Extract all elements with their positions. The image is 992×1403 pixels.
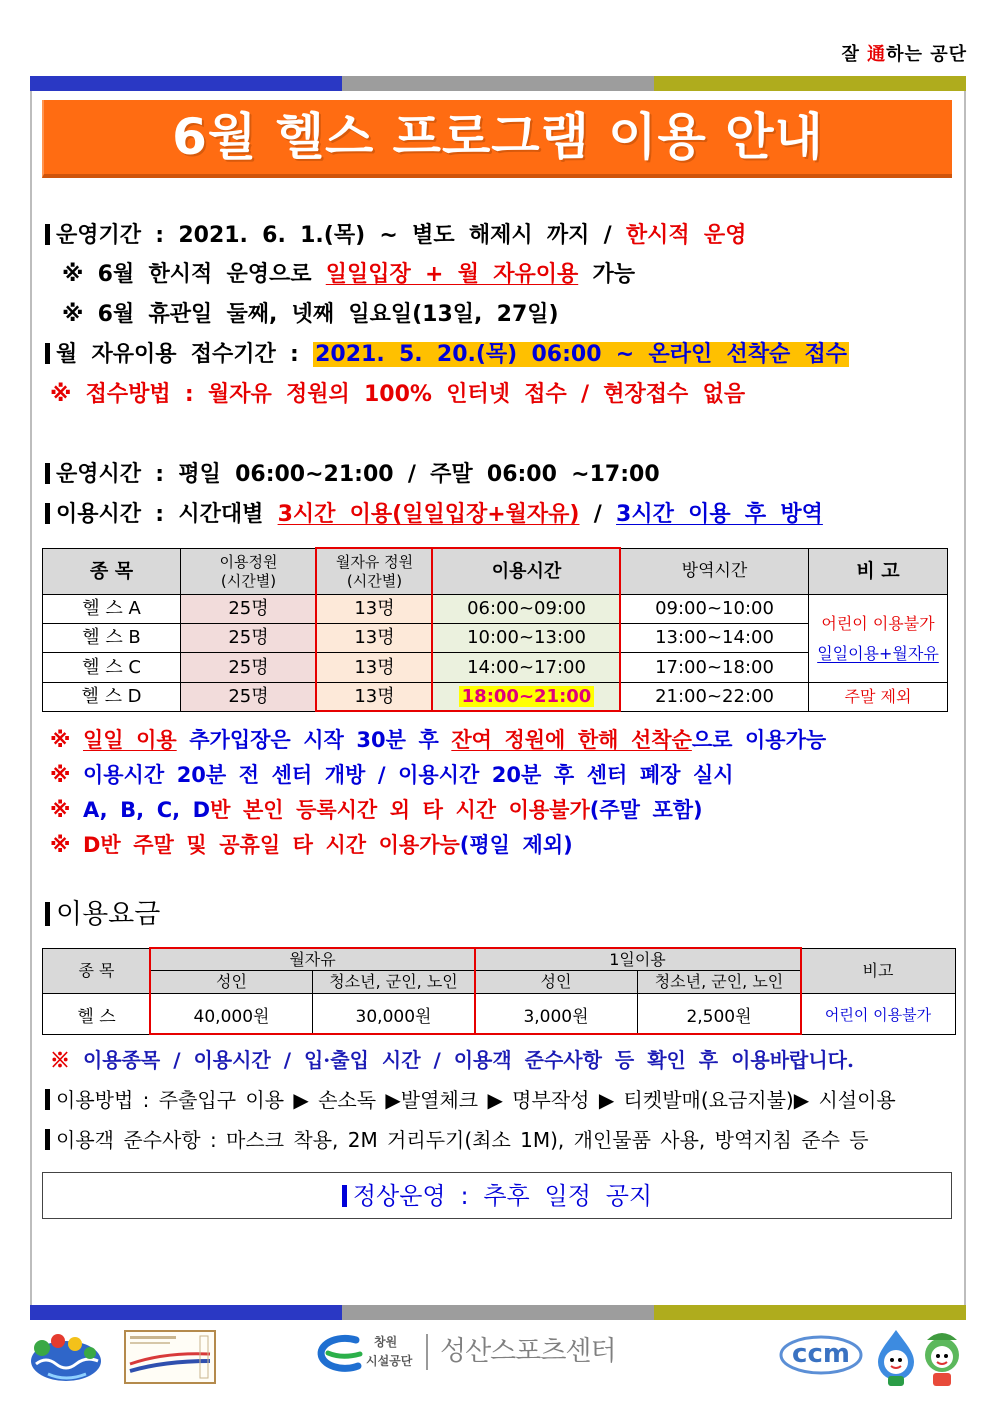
mascot-characters bbox=[870, 1326, 966, 1388]
usage-method-text: 이용방법 : 주출입구 이용 ▶ 손소독 ▶발열체크 ▶ 명부작성 ▶ 티켓발매(요금지불)▶ 시설이용 bbox=[56, 1088, 896, 1112]
fee-header-monthly: 월자유 bbox=[151, 949, 475, 971]
fee-table bbox=[42, 948, 956, 1035]
note-segment: (주말 포함) bbox=[589, 798, 703, 822]
fee-daily-adult-cell: 3,000원 bbox=[475, 994, 638, 1035]
fee-program-cell: 헬 스 bbox=[43, 994, 151, 1035]
note-segment: 일일 이용 bbox=[82, 728, 177, 752]
usage-time-cell bbox=[433, 683, 621, 712]
table-row bbox=[43, 683, 948, 712]
program-cell: 헬 스 B bbox=[43, 624, 181, 653]
corporation-swoosh-logo bbox=[306, 1332, 366, 1374]
note-segment: 이용시간 20분 전 센터 개방 / 이용시간 20분 후 센터 폐장 실시 bbox=[82, 763, 734, 787]
remark-applies-to: 일일이용+월자유 bbox=[817, 643, 939, 663]
disinfection-time-cell: 09:00~10:00 bbox=[621, 595, 809, 624]
schedule-table bbox=[42, 548, 948, 712]
program-cell: 헬 스 C bbox=[43, 653, 181, 683]
bar-segment-blue bbox=[30, 76, 342, 91]
slogan-pre: 잘 bbox=[841, 44, 868, 65]
bar-segment-olive bbox=[654, 1305, 966, 1320]
period-note-prefix: ※ 6월 한시적 운영으로 bbox=[62, 262, 326, 287]
header-monthly-label: 월자유 정원 bbox=[335, 552, 414, 571]
note-mark: ※ bbox=[50, 833, 83, 857]
title-banner bbox=[42, 100, 952, 178]
fee-header-daily-youth: 청소년, 군인, 노인 bbox=[638, 971, 801, 994]
disinfection-time-cell: 17:00~18:00 bbox=[621, 653, 809, 683]
fee-monthly-youth-cell: 30,000원 bbox=[313, 994, 475, 1035]
usage-time bbox=[45, 500, 823, 530]
bullet-bar bbox=[45, 463, 50, 484]
bar-segment-gray bbox=[342, 1305, 654, 1320]
operating-hours-text: 운영시간 : 평일 06:00~21:00 / 주말 06:00 ~17:00 bbox=[56, 462, 660, 487]
bullet-bar bbox=[45, 343, 50, 364]
integrity-logo bbox=[28, 1328, 104, 1386]
fee-monthly-adult-cell: 40,000원 bbox=[151, 994, 313, 1035]
header-capacity bbox=[181, 549, 317, 595]
bullet-bar bbox=[45, 1089, 50, 1110]
period-note-accent: 일일입장 + 월 자유이용 bbox=[325, 262, 579, 287]
period-note-daily bbox=[62, 260, 635, 290]
operating-hours bbox=[45, 460, 660, 490]
bottom-color-bar bbox=[30, 1305, 966, 1320]
fees-section-title bbox=[45, 898, 160, 932]
note-open-close bbox=[50, 760, 734, 790]
fee-header-monthly-adult: 성인 bbox=[151, 971, 313, 994]
bullet-bar bbox=[45, 224, 50, 245]
header-usage-time: 이용시간 bbox=[433, 549, 621, 595]
capacity-cell: 25명 bbox=[181, 683, 317, 712]
operation-period bbox=[45, 221, 746, 251]
fee-header-daily-adult: 성인 bbox=[475, 971, 638, 994]
note-mark: ※ bbox=[50, 728, 83, 752]
usage-time-prefix: 이용시간 : 시간대별 bbox=[56, 502, 278, 527]
registration-highlight: 2021. 5. 20.(목) 06:00 ~ 온라인 선착순 접수 bbox=[315, 342, 847, 367]
slogan-accent: 通 bbox=[867, 44, 887, 65]
bullet-bar bbox=[45, 503, 50, 524]
slogan-post: 하는 공단 bbox=[886, 44, 967, 65]
registration-method: ※ 접수방법 : 월자유 정원의 100% 인터넷 접수 / 현장접수 없음 bbox=[50, 382, 746, 407]
header-disinfection-time: 방역시간 bbox=[621, 549, 809, 595]
fee-header-row bbox=[43, 949, 956, 971]
monthly-capacity-cell: 13명 bbox=[317, 624, 433, 653]
bar-segment-olive bbox=[654, 76, 966, 91]
normal-operation-box bbox=[42, 1172, 952, 1219]
note-segment: 반 본인 등록시간 외 타 시간 이용불가 bbox=[210, 798, 590, 822]
remarks-cell bbox=[809, 595, 948, 683]
monthly-capacity-cell: 13명 bbox=[317, 595, 433, 624]
program-cell: 헬 스 A bbox=[43, 595, 181, 624]
bar-segment-gray bbox=[342, 76, 654, 91]
capacity-cell: 25명 bbox=[181, 595, 317, 624]
capacity-cell: 25명 bbox=[181, 624, 317, 653]
note-segment: 으로 이용가능 bbox=[691, 728, 827, 752]
fee-header-program: 종 목 bbox=[43, 949, 151, 994]
fee-header-remarks: 비고 bbox=[801, 949, 956, 994]
note-d-class-weekend bbox=[50, 830, 573, 860]
page-title: 6월 헬스 프로그램 이용 안내 bbox=[172, 108, 824, 166]
org-city: 창원 bbox=[374, 1335, 398, 1349]
usage-time-blue: 3시간 이용 후 방역 bbox=[616, 502, 823, 527]
period-note-closed-days: ※ 6월 휴관일 둘째, 넷째 일요일(13일, 27일) bbox=[62, 302, 559, 327]
center-name: 성산스포츠센터 bbox=[440, 1336, 616, 1367]
usage-time-cell: 06:00~09:00 bbox=[433, 595, 621, 624]
monthly-capacity-cell: 13명 bbox=[317, 683, 433, 712]
fee-remarks-cell: 어린이 이용불가 bbox=[801, 994, 956, 1035]
fees-section-label: 이용요금 bbox=[56, 899, 161, 930]
header-program: 종 목 bbox=[43, 549, 181, 595]
period-note-suffix: 가능 bbox=[578, 262, 635, 287]
remark-weekend-excluded: 주말 제외 bbox=[809, 683, 948, 712]
normal-operation bbox=[342, 1181, 652, 1211]
capacity-cell: 25명 bbox=[181, 653, 317, 683]
note-segment: D반 주말 및 공휴일 타 시간 이용가능 bbox=[82, 833, 460, 857]
notice-mark: ※ bbox=[50, 1048, 70, 1072]
certification-logo bbox=[124, 1330, 216, 1384]
ccm-text: ccm bbox=[792, 1339, 850, 1369]
header-monthly-unit: (시간별) bbox=[346, 571, 403, 590]
note-mark: ※ bbox=[50, 763, 83, 787]
visitor-rules-text: 이용객 준수사항 : 마스크 착용, 2M 거리두기(최소 1M), 개인물품 사용, 방역지침 준수 등 bbox=[56, 1128, 869, 1152]
header-remarks: 비 고 bbox=[809, 549, 948, 595]
table-row bbox=[43, 595, 948, 624]
note-registered-time bbox=[50, 795, 703, 825]
remark-applies-wrap bbox=[809, 639, 947, 669]
usage-time-red: 3시간 이용(일일입장+월자유) bbox=[277, 502, 580, 527]
disinfection-time-cell: 13:00~14:00 bbox=[621, 624, 809, 653]
notice-line bbox=[50, 1045, 854, 1075]
remark-no-children: 어린이 이용불가 bbox=[821, 613, 935, 633]
fee-header-monthly-youth: 청소년, 군인, 노인 bbox=[313, 971, 475, 994]
usage-time-highlight: 18:00~21:00 bbox=[459, 686, 595, 707]
program-cell: 헬 스 D bbox=[43, 683, 181, 712]
header-capacity-unit: (시간별) bbox=[220, 571, 277, 590]
slogan bbox=[842, 43, 967, 67]
org-name: 시설공단 bbox=[366, 1354, 413, 1368]
visitor-rules bbox=[45, 1125, 869, 1155]
note-segment: A, B, C, D bbox=[82, 798, 211, 822]
normal-operation-text: 정상운영 : 추후 일정 공지 bbox=[352, 1181, 653, 1210]
header-monthly-capacity bbox=[317, 549, 433, 595]
note-segment: (평일 제외) bbox=[459, 833, 573, 857]
registration-text: 월 자유이용 접수기간 : bbox=[56, 342, 314, 367]
usage-time-cell: 14:00~17:00 bbox=[433, 653, 621, 683]
top-color-bar bbox=[30, 76, 966, 91]
header-capacity-label: 이용정원 bbox=[219, 552, 278, 571]
bullet-bar bbox=[45, 902, 50, 926]
operation-period-accent: 한시적 운영 bbox=[625, 223, 747, 248]
note-additional-entry bbox=[50, 725, 826, 755]
bullet-bar bbox=[45, 1129, 50, 1150]
disinfection-time-cell: 21:00~22:00 bbox=[621, 683, 809, 712]
schedule-header-row bbox=[43, 549, 948, 595]
table-row bbox=[43, 994, 956, 1035]
registration-period bbox=[45, 340, 849, 370]
note-segment: 추가입장은 시작 30분 후 bbox=[176, 728, 452, 752]
operation-period-text: 운영기간 : 2021. 6. 1.(목) ~ 별도 해제시 까지 / bbox=[56, 223, 626, 248]
usage-time-sep: / bbox=[579, 502, 617, 527]
ccm-logo bbox=[778, 1334, 864, 1376]
usage-time-cell: 10:00~13:00 bbox=[433, 624, 621, 653]
bar-segment-blue bbox=[30, 1305, 342, 1320]
note-mark: ※ bbox=[50, 798, 83, 822]
fee-daily-youth-cell: 2,500원 bbox=[638, 994, 801, 1035]
fee-header-daily: 1일이용 bbox=[475, 949, 801, 971]
bullet-bar bbox=[342, 1185, 347, 1207]
logo-divider bbox=[426, 1334, 428, 1370]
note-segment: 잔여 정원에 한해 선착순 bbox=[451, 728, 692, 752]
monthly-capacity-cell: 13명 bbox=[317, 653, 433, 683]
usage-method bbox=[45, 1085, 896, 1115]
notice-text: 이용종목 / 이용시간 / 입·출입 시간 / 이용객 준수사항 등 확인 후 이용바랍니다. bbox=[70, 1048, 854, 1072]
